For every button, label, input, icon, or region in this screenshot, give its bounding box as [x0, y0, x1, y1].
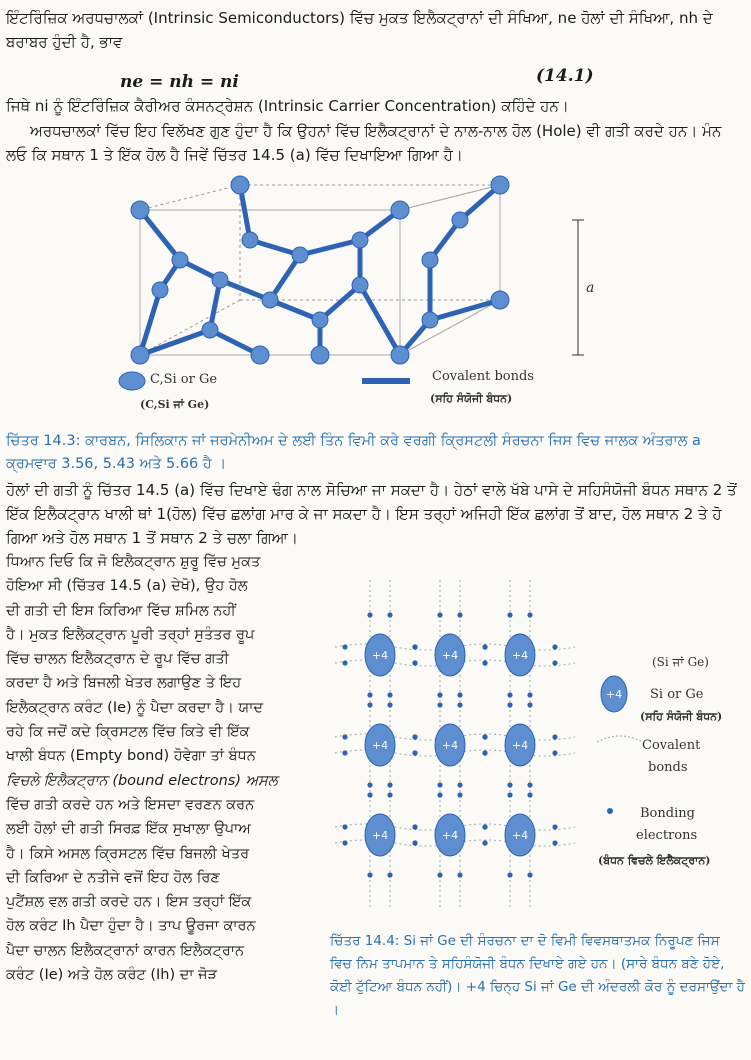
bonding-electron: [457, 702, 462, 707]
bonding-electron: [552, 734, 557, 739]
crystal-lattice-figure: [100, 170, 620, 380]
equation: ne = nh = ni: [120, 72, 239, 92]
two-d-lattice-figure: [335, 580, 595, 910]
bonding-electron: [387, 612, 392, 617]
bonding-electron: [437, 792, 442, 797]
column-line: ਲਈ ਹੋਲਾਂ ਦੀ ਗਤੀ ਸਿਰਫ਼ ਇੱਕ ਸੁਖਾਲਾ ਉਪਾਅ: [6, 821, 251, 838]
bonding-electron: [527, 792, 532, 797]
bonding-electron: [507, 792, 512, 797]
bonding-electron: [387, 782, 392, 787]
bonding-electron: [507, 872, 512, 877]
atom-legend-label-pa: (Si ਜਾਂ Ge): [652, 655, 709, 669]
atom-legend-icon: [596, 672, 632, 716]
bonding-electron: [482, 644, 487, 649]
atom-label: +4: [441, 739, 459, 752]
column-line: ਰਹੇ ਕਿ ਜਦੋਂ ਕਦੇ ਕ੍ਰਿਸਟਲ ਵਿੱਚ ਕਿਤੇ ਵੀ ਇੱਕ: [6, 724, 250, 741]
bonding-electron: [437, 702, 442, 707]
atom-legend-label: C,Si or Ge: [150, 372, 218, 387]
column-line: ਦੀ ਕਿਰਿਆ ਦੇ ਨਤੀਜੇ ਵਜੋਂ ਇਹ ਹੋਲ ਰਿਣ: [6, 869, 220, 886]
bonding-electron: [412, 840, 417, 845]
column-line: ਵਿੱਚ ਗਤੀ ਕਰਦੇ ਹਨ ਅਤੇ ਇਸਦਾ ਵਰਣਨ ਕਰਨ: [6, 796, 255, 813]
bonding-electron: [387, 702, 392, 707]
column-line: ਵਿੱਚ ਚਾਲਨ ਇਲੈਕਟ੍ਰਾਨ ਦੇ ਰੂਪ ਵਿੱਚ ਗਤੀ: [6, 651, 229, 668]
bonding-electron: [457, 872, 462, 877]
bonding-electron: [552, 644, 557, 649]
bonding-electron: [412, 750, 417, 755]
equation-number: (14.1): [536, 66, 594, 86]
atom-label: +4: [441, 829, 459, 842]
atom-legend-label: Si or Ge: [650, 687, 704, 702]
electron-legend-label-pa: (ਬੰਧਨ ਵਿਚਲੇ ਇਲੈਕਟ੍ਰਾਨ): [598, 854, 711, 867]
bonding-electron: [387, 792, 392, 797]
bonding-electron: [367, 612, 372, 617]
bonding-electron: [507, 692, 512, 697]
bonding-electron: [527, 702, 532, 707]
bonding-electron: [482, 660, 487, 665]
bonding-electron: [412, 824, 417, 829]
bonding-electron: [552, 660, 557, 665]
bonding-electron: [342, 734, 347, 739]
bonding-electron: [367, 782, 372, 787]
column-line: ਕਰਦਾ ਹੈ ਅਤੇ ਬਿਜਲੀ ਖੇਤਰ ਲਗਾਉਣ ਤੇ ਇਹ: [6, 675, 242, 692]
bond-legend-line: [362, 378, 410, 384]
electron-legend-label-2: electrons: [636, 828, 698, 843]
atom-label: +4: [441, 649, 459, 662]
bond-legend-label-2: bonds: [648, 760, 688, 775]
atom-label: +4: [371, 739, 389, 752]
bonding-electron: [342, 660, 347, 665]
bonding-electron: [457, 692, 462, 697]
bonding-electron: [527, 692, 532, 697]
column-line: ਹੈ। ਕਿਸੇ ਅਸਲ ਕ੍ਰਿਸਟਲ ਵਿੱਚ ਬਿਜਲੀ ਖੇਤਰ: [6, 845, 250, 862]
bonding-electron: [507, 612, 512, 617]
electron-legend-icon: [605, 806, 615, 816]
bonding-electron: [342, 644, 347, 649]
bonding-electron: [387, 872, 392, 877]
column-line: ਖਾਲੀ ਬੰਧਨ (Empty bond) ਹੋਵੇਗਾ ਤਾਂ ਬੰਧਨ: [6, 748, 256, 765]
column-line: ਹੈ। ਮੁਕਤ ਇਲੈਕਟ੍ਰਾਨ ਪੂਰੀ ਤਰ੍ਹਾਂ ਸੁਤੰਤਰ ਰੂਪ: [6, 626, 255, 643]
bonding-electron: [367, 872, 372, 877]
bonding-electron: [457, 782, 462, 787]
atom-label: +4: [371, 829, 389, 842]
bonding-electron: [367, 702, 372, 707]
bonding-electron: [412, 644, 417, 649]
bonding-electron: [527, 612, 532, 617]
bonding-electron: [342, 824, 347, 829]
bonding-electron: [552, 840, 557, 845]
bond-legend-label: Covalent bonds: [432, 369, 534, 384]
column-line: ਧਿਆਨ ਦਿਓ ਕਿ ਜੋ ਇਲੈਕਟ੍ਰਾਨ ਸ਼ੁਰੂ ਵਿੱਚ ਮੁਕਤ: [6, 554, 261, 570]
bonding-electron: [342, 840, 347, 845]
column-line: ਹੋਲ ਕਰੰਟ Ih ਪੈਦਾ ਹੁੰਦਾ ਹੈ। ਤਾਪ ਊਰਜਾ ਕਾਰਨ: [6, 918, 256, 935]
bonding-electron: [367, 792, 372, 797]
bonding-electron: [437, 872, 442, 877]
explanation-column: [6, 550, 331, 987]
bonding-electron: [367, 692, 372, 697]
bonding-electron: [437, 612, 442, 617]
hole-motion-paragraph: ਹੋਲਾਂ ਦੀ ਗਤੀ ਨੂੰ ਚਿੱਤਰ 14.5 (a) ਵਿੱਚ ਦਿਖਾਏ ਢੰਗ ਨਾਲ ਸੋਚਿਆ ਜਾ ਸਕਦਾ ਹੈ। ਹੇਠਾਂ ਵਾਲੇ ਖੱਬੇ ਪਾਸੇ ਦੇ ਸਹਿਸੰਯੋਜੀ ਬੰਧਨ ਸਥਾਨ 2 ਤੋਂ ਇੱਕ ਇਲੈਕਟ੍ਰਾਨ ਖਾਲੀ ਥਾਂ 1(ਹੋਲ) ਵਿੱਚ ਛਲਾਂਗ ਮਾਰ ਕੇ ਜਾ ਸਕਦਾ ਹੈ। ਇਸ ਤਰ੍ਹਾਂ ਅਜਿਹੀ ਇੱਕ ਛਲਾਂਗ ਤੋਂ ਬਾਦ, ਹੋਲ ਸਥਾਨ 2 ਤੇ ਹੋ ਗਿਆ ਅਤੇ ਹੋਲ ਸਥਾਨ 1 ਤੋਂ ਸਥਾਨ 2 ਤੇ ਚਲਾ ਗਿਆ।: [6, 481, 737, 547]
column-line: ਪੈਦਾ ਚਾਲਨ ਇਲੈਕਟ੍ਰਾਨਾਂ ਕਾਰਨ ਇਲੈਕਟ੍ਰਾਨ: [6, 942, 245, 959]
bonding-electron: [507, 782, 512, 787]
bond-legend-label-pa: (ਸਹਿ ਸੰਯੋਜੀ ਬੰਧਨ): [640, 710, 723, 723]
bonding-electron: [457, 612, 462, 617]
atom-legend-icon: [112, 370, 152, 394]
lattice-dimension-label: a: [586, 280, 595, 296]
bonding-electron: [457, 792, 462, 797]
bonding-electron: [437, 782, 442, 787]
bonding-electron: [527, 872, 532, 877]
hole-paragraph: ਅਰਧਚਾਲਕਾਂ ਵਿੱਚ ਇਹ ਵਿਲੱਖਣ ਗੁਣ ਹੁੰਦਾ ਹੈ ਕਿ ਉਹਨਾਂ ਵਿੱਚ ਇਲੈਕਟ੍ਰਾਨਾਂ ਦੇ ਨਾਲ-ਨਾਲ ਹੋਲ (Hole) ਵੀ ਗਤੀ ਕਰਦੇ ਹਨ। ਮੰਨ ਲਓ ਕਿ ਸਥਾਨ 1 ਤੇ ਇੱਕ ਹੋਲ ਹੈ ਜਿਵੇਂ ਚਿੱਤਰ 14.5 (a) ਵਿੱਚ ਦਿਖਾਇਆ ਗਿਆ ਹੈ।: [6, 122, 722, 164]
electron-legend-label-1: Bonding: [640, 806, 695, 821]
atom-legend-label-pa: (C,Si ਜਾਂ Ge): [140, 398, 210, 411]
bond-legend-label-1: Covalent: [642, 738, 701, 753]
bonding-electron: [387, 692, 392, 697]
bonding-electron: [482, 840, 487, 845]
bonding-electron: [412, 734, 417, 739]
column-line: ਹੋਇਆ ਸੀ (ਚਿੱਤਰ 14.5 (a) ਦੇਖੋ), ਉਹ ਹੋਲ: [6, 578, 248, 595]
bonding-electron: [552, 824, 557, 829]
column-line: ਦੀ ਗਤੀ ਦੀ ਇਸ ਕਿਰਿਆ ਵਿੱਚ ਸ਼ਮਿਲ ਨਹੀਂ: [6, 602, 236, 619]
column-line: ਇਲੈਕਟ੍ਰਾਨ ਕਰੰਟ (Ie) ਨੂੰ ਪੈਦਾ ਕਰਦਾ ਹੈ। ਯਾਦ: [6, 699, 263, 716]
bonding-electron: [482, 734, 487, 739]
bonding-electron: [527, 782, 532, 787]
atom-label: +4: [511, 829, 529, 842]
column-line: ਕਰੰਟ (Ie) ਅਤੇ ਹੋਲ ਕਰੰਟ (Ih) ਦਾ ਜੋੜ: [6, 967, 218, 984]
definition-paragraph: ਜਿਥੇ ni ਨੂੰ ਇੰਟਰਿੰਜ਼ਿਕ ਕੈਰੀਅਰ ਕੰਸਨਟ੍ਰੇਸ਼ਨ (Intrinsic Carrier Concentration) ਕਹਿੰਦੇ ਹਨ।: [6, 97, 569, 115]
bonding-electron: [412, 660, 417, 665]
column-line: ਪੁਟੈਂਸ਼ਲ ਵਲ ਗਤੀ ਕਰਦੇ ਹਨ। ਇਸ ਤਰ੍ਹਾਂ ਇੱਕ: [6, 894, 252, 911]
bonding-electron: [507, 702, 512, 707]
bonding-electron: [342, 750, 347, 755]
intro-paragraph: ਇੰਟਰਿੰਜ਼ਿਕ ਅਰਧਚਾਲਕਾਂ (Intrinsic Semiconductors) ਵਿੱਚ ਮੁਕਤ ਇਲੈਕਟ੍ਰਾਨਾਂ ਦੀ ਸੰਖਿਆ, ne ਹੋਲਾਂ ਦੀ ਸੰਖਿਆ, nh ਦੇ ਬਰਾਬਰ ਹੁੰਦੀ ਹੈ, ਭਾਵ: [6, 9, 713, 51]
atom-label: +4: [511, 739, 529, 752]
svg-text:+4: +4: [605, 688, 623, 701]
bonding-electron: [482, 824, 487, 829]
bond-legend-label-pa: (ਸਹਿ ਸੰਯੋਜੀ ਬੰਧਨ): [430, 392, 513, 405]
column-line: ਵਿਚਲੇ ਇਲੈਕਟ੍ਰਾਨ (bound electrons) ਅਸਲ: [6, 772, 278, 789]
bonding-electron: [552, 750, 557, 755]
bonding-electron: [482, 750, 487, 755]
figure-14-3-caption: ਚਿੱਤਰ 14.3: ਕਾਰਬਨ, ਸਿਲਿਕਾਨ ਜਾਂ ਜਰਮੇਨੀਅਮ ਦੇ ਲਈ ਤਿੰਨ ਵਿਮੀ ਕਰੇ ਵਰਗੀ ਕ੍ਰਿਸਟਲੀ ਸੰਰਚਨਾ ਜਿਸ ਵਿਚ ਜਾਲਕ ਅੰਤਰਾਲ a ਕ੍ਰਮਵਾਰ 3.56, 5.43 ਅਤੇ 5.66 ਹੈ ।: [6, 433, 701, 472]
atom-label: +4: [511, 649, 529, 662]
bond-legend-icon: [595, 728, 645, 748]
atom-label: +4: [371, 649, 389, 662]
figure-14-4-caption: ਚਿੱਤਰ 14.4: Si ਜਾਂ Ge ਦੀ ਸੰਰਚਨਾ ਦਾ ਦੋ ਵਿਮੀ ਵਿਵਸਥਾਤਮਕ ਨਿਰੂਪਣ ਜਿਸ ਵਿਚ ਨਿਮ ਤਾਪਮਾਨ ਤੇ ਸਹਿਸੰਯੋਜੀ ਬੰਧਨ ਦਿਖਾਏ ਗਏ ਹਨ। (ਸਾਰੇ ਬੰਧਨ ਬਣੇ ਹੋਏ, ਕੋਈ ਟੁੱਟਿਆ ਬੰਧਨ ਨਹੀਂ)। +4 ਚਿਨ੍ਹ Si ਜਾਂ Ge ਦੀ ਅੰਦਰਲੀ ਕੋਰ ਨੂੰ ਦਰਸਾਉਂਦਾ ਹੈ ।: [330, 933, 745, 1018]
bonding-electron: [437, 692, 442, 697]
